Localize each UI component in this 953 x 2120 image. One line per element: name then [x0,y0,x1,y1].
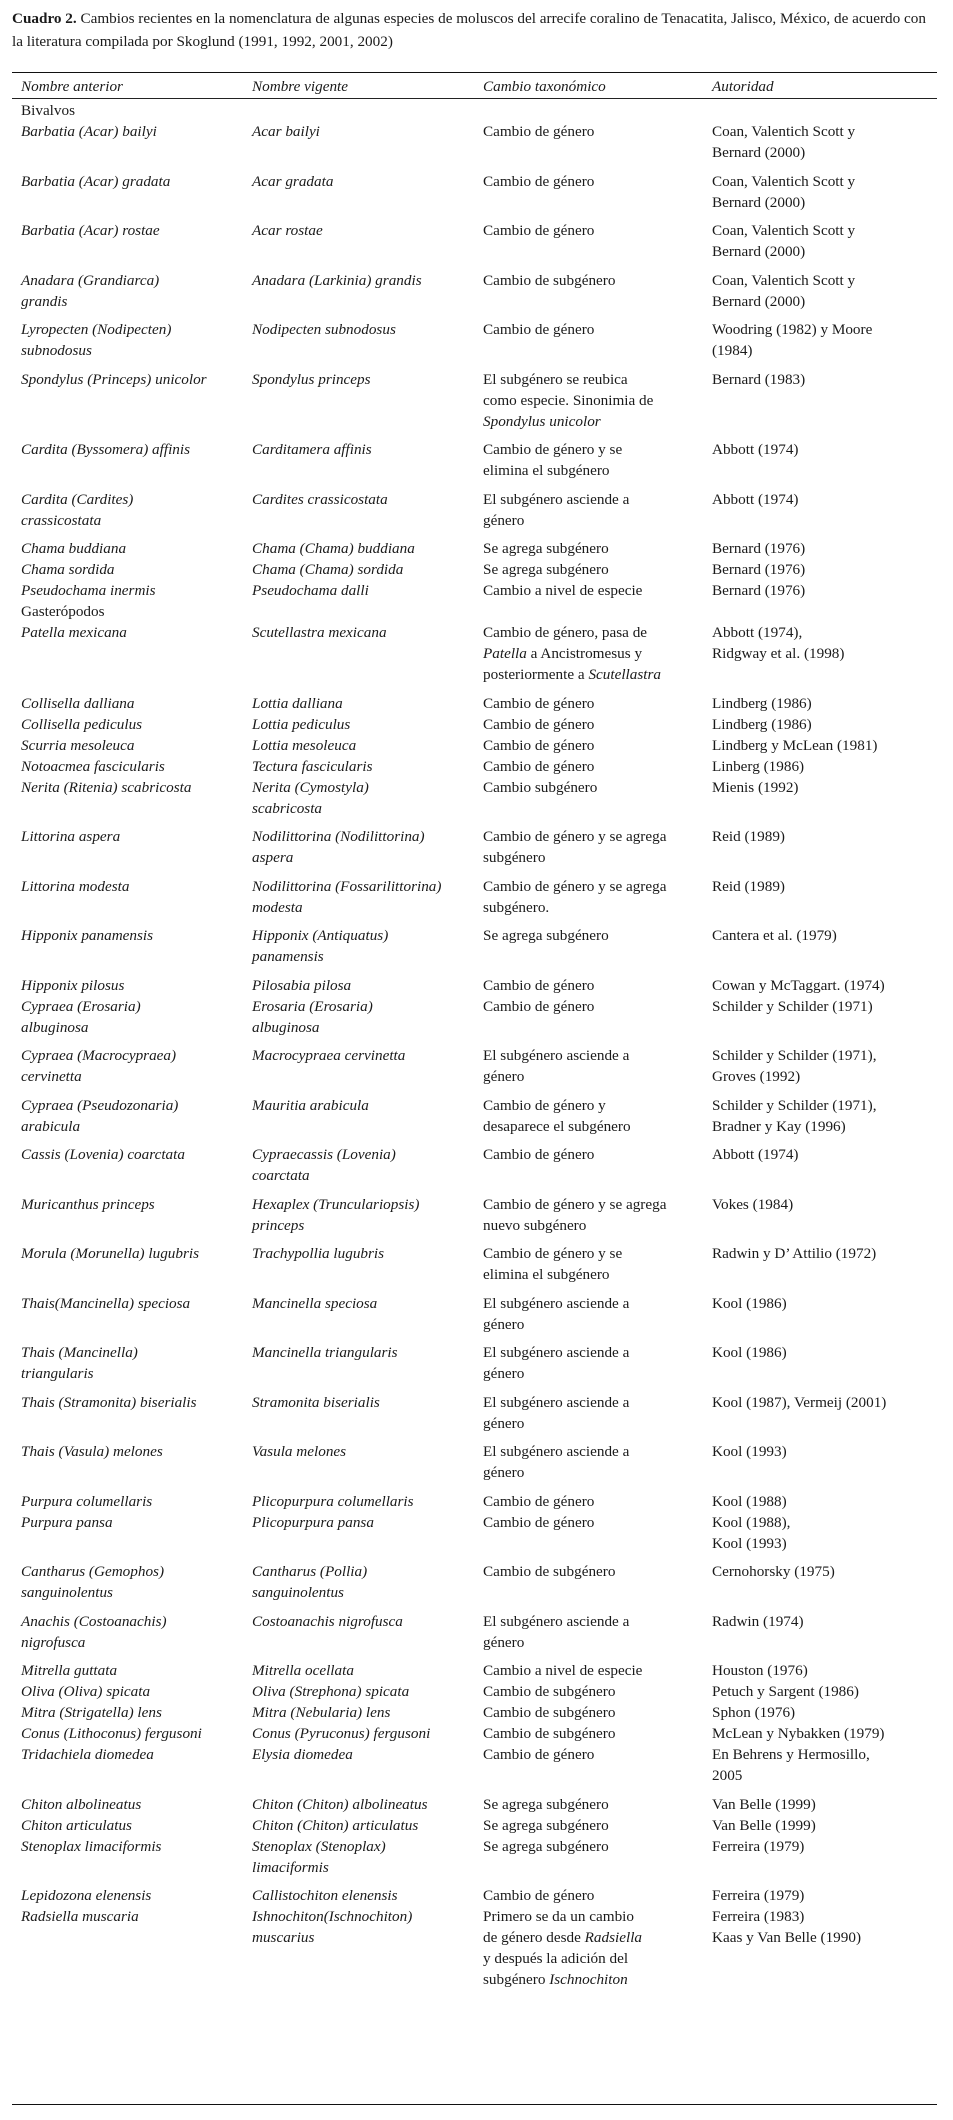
cell-autoridad: Cernohorsky (1975) [712,1563,835,1580]
cell-nombre-anterior: Notoacmea fascicularis [21,757,165,775]
cell-autoridad: Van Belle (1999) [712,1816,816,1834]
cell-cambio-taxonomico: Cambio de género [483,736,595,754]
cell-nombre-vigente: Lottia pediculus [252,715,351,733]
cell-autoridad: Woodring (1982) y Moore (1984) [712,321,873,359]
cell-cambio-taxonomico: Cambio de subgénero [483,271,616,289]
cell-nombre-vigente: Costoanachis nigrofusca [252,1612,403,1630]
cell-autoridad: Reid (1989) [712,828,785,845]
cell-nombre-vigente: Pilosabia pilosa [252,976,352,994]
cell-autoridad: Kool (1986) [712,1344,787,1361]
cell-nombre-anterior: Thais (Mancinella) triangularis [21,1344,138,1382]
cell-nombre-anterior: Conus (Lithoconus) fergusoni [21,1725,202,1742]
cell-autoridad: Kool (1986) [712,1294,787,1312]
cell-autoridad: Abbott (1974) [712,441,799,458]
cell-cambio-taxonomico: Cambio a nivel de especie [483,1662,643,1679]
cell-cambio-taxonomico: Cambio de género y desaparece el subgénero [483,1096,631,1135]
cell-autoridad: Bernard (1983) [712,370,806,388]
cell-nombre-anterior: Collisella dalliana [21,694,135,712]
cell-nombre-anterior: Thais (Stramonita) biserialis [21,1393,197,1411]
header-cambio-taxonomico: Cambio taxonómico [483,78,606,95]
cell-nombre-vigente: Spondylus princeps [252,370,371,388]
cell-nombre-vigente: Erosaria (Erosaria) albuginosa [252,997,373,1036]
cell-autoridad: Lindberg (1986) [712,694,812,712]
cell-autoridad: Bernard (1976) [712,561,806,578]
cell-nombre-anterior: Radsiella muscaria [21,1908,139,1925]
cell-nombre-vigente: Conus (Pyruconus) fergusoni [252,1725,431,1742]
table-caption [12,8,937,53]
cell-nombre-vigente: Acar bailyi [252,123,320,140]
cell-autoridad: Coan, Valentich Scott y Bernard (2000) [712,172,856,211]
cell-cambio-taxonomico: Cambio de género [483,1513,595,1531]
cell-autoridad: Bernard (1976) [712,582,806,599]
cell-cambio-taxonomico: Se agrega subgénero [483,1816,609,1834]
cell-cambio-taxonomico: Cambio de subgénero [483,1683,616,1700]
cell-nombre-vigente: Nodipecten subnodosus [252,321,396,338]
cell-cambio-taxonomico: Cambio de subgénero [483,1725,616,1742]
cell-nombre-anterior: Cassis (Lovenia) coarctata [21,1146,185,1163]
cell-autoridad: Cowan y McTaggart. (1974) [712,976,885,994]
cell-autoridad: Mienis (1992) [712,778,799,796]
cell-cambio-taxonomico: El subgénero asciende a género [483,1344,630,1382]
cell-cambio-taxonomico: Se agrega subgénero [483,1837,609,1855]
cell-nombre-vigente: Cypraecassis (Lovenia) coarctata [252,1146,396,1184]
cell-cambio-taxonomico: Cambio de género [483,172,595,190]
cell-cambio-taxonomico: Cambio de género [483,1492,595,1510]
cell-nombre-vigente: Mancinella triangularis [252,1344,398,1361]
cell-autoridad: Lindberg y McLean (1981) [712,736,878,754]
cell-nombre-anterior: Tridachiela diomedea [21,1746,154,1763]
cell-cambio-taxonomico: Cambio de género y se agrega nuevo subgénero [483,1195,667,1234]
cell-nombre-vigente: Tectura fascicularis [252,757,373,775]
cell-autoridad: Sphon (1976) [712,1704,796,1721]
cell-autoridad: Ferreira (1983) Kaas y Van Belle (1990) [712,1908,862,1946]
cell-cambio-taxonomico: Se agrega subgénero [483,540,609,557]
cell-nombre-anterior: Chiton articulatus [21,1816,132,1834]
cell-nombre-vigente: Chama (Chama) sordida [252,561,404,578]
cell-cambio-taxonomico: Cambio de género [483,976,595,994]
cell-nombre-vigente: Acar gradata [252,172,334,190]
cell-nombre-vigente: Mitrella ocellata [252,1662,354,1679]
cell-nombre-vigente: Trachypollia lugubris [252,1245,385,1262]
cell-nombre-vigente: Mitra (Nebularia) lens [252,1704,391,1721]
cell-autoridad: Kool (1993) [712,1443,787,1460]
cell-autoridad: Van Belle (1999) [712,1795,816,1813]
cell-autoridad: Radwin y D’ Attilio (1972) [712,1245,877,1262]
cell-cambio-taxonomico: Cambio de género y se elimina el subgénero [483,441,623,479]
cell-cambio-taxonomico: Cambio de género [483,222,595,239]
cell-nombre-vigente: Nodilittorina (Fossarilittorina) modesta [252,877,442,916]
cell-nombre-anterior: Scurria mesoleuca [21,736,135,754]
cell-nombre-anterior: Mitrella guttata [21,1662,118,1679]
cell-cambio-taxonomico: Cambio de género [483,694,595,712]
cell-autoridad: Ferreira (1979) [712,1837,805,1855]
cell-cambio-taxonomico: Cambio a nivel de especie [483,582,643,599]
cell-nombre-anterior: Purpura columellaris [21,1492,153,1510]
cell-nombre-vigente: Chiton (Chiton) articulatus [252,1816,419,1834]
cell-nombre-anterior: Anadara (Grandiarca) grandis [21,271,160,310]
cell-autoridad: Coan, Valentich Scott y Bernard (2000) [712,222,856,260]
caption-label: Cuadro 2. [12,10,77,27]
cell-nombre-vigente: Stramonita biserialis [252,1393,380,1411]
header-autoridad: Autoridad [712,78,774,95]
cell-cambio-taxonomico: Cambio de género [483,321,595,338]
cell-nombre-anterior: Cardita (Cardites) crassicostata [21,490,134,529]
cell-cambio-taxonomico: Cambio de género [483,757,595,775]
cell-autoridad: Reid (1989) [712,877,785,895]
cell-autoridad: Bernard (1976) [712,540,806,557]
bottom-rule [12,2104,937,2105]
cell-nombre-anterior: Lyropecten (Nodipecten) subnodosus [21,321,172,359]
cell-cambio-taxonomico: Cambio de subgénero [483,1563,616,1580]
cell-nombre-anterior: Cardita (Byssomera) affinis [21,441,191,458]
cell-autoridad: Schilder y Schilder (1971), Groves (1992) [712,1047,877,1085]
cell-nombre-vigente: Nodilittorina (Nodilittorina) aspera [252,828,425,866]
cell-autoridad: Abbott (1974) [712,490,799,508]
cell-cambio-taxonomico: Cambio de género [483,1746,595,1763]
cell-nombre-vigente: Pseudochama dalli [252,582,369,599]
cell-nombre-anterior: Collisella pediculus [21,715,143,733]
cell-nombre-anterior: Spondylus (Princeps) unicolor [21,370,207,388]
cell-nombre-anterior: Littorina modesta [21,877,130,895]
cell-autoridad: Kool (1988), Kool (1993) [712,1513,791,1552]
cell-nombre-anterior: Stenoplax limaciformis [21,1837,162,1855]
cell-cambio-taxonomico: El subgénero asciende a género [483,1047,630,1085]
cell-nombre-vigente: Ishnochiton(Ischnochiton) muscarius [252,1908,413,1946]
cell-cambio-taxonomico: Cambio de subgénero [483,1704,616,1721]
cell-nombre-anterior: Anachis (Costoanachis) nigrofusca [21,1612,167,1651]
cell-autoridad: Schilder y Schilder (1971) [712,997,873,1015]
cell-nombre-vigente: Nerita (Cymostyla) scabricosta [252,778,369,817]
top-rule [12,72,937,73]
cell-nombre-anterior: Hipponix pilosus [21,976,125,994]
cell-nombre-vigente: Mauritia arabicula [252,1096,369,1114]
cell-cambio-taxonomico: Cambio de género, pasa de Patella a Ancistromesus y posteriormente a Scutellastra [483,624,661,683]
cell-cambio-taxonomico: Cambio de género [483,997,595,1015]
cell-autoridad: Coan, Valentich Scott y Bernard (2000) [712,271,856,310]
cell-nombre-vigente: Callistochiton elenensis [252,1887,398,1904]
cell-nombre-vigente: Macrocypraea cervinetta [252,1047,406,1064]
cell-cambio-taxonomico: Cambio de género [483,1146,595,1163]
cell-nombre-vigente: Lottia mesoleuca [252,736,357,754]
cell-autoridad: En Behrens y Hermosillo, 2005 [712,1746,870,1784]
header-nombre-anterior: Nombre anterior [21,78,123,95]
cell-nombre-anterior: Cypraea (Pseudozonaria) arabicula [21,1096,179,1135]
cell-autoridad: Coan, Valentich Scott y Bernard (2000) [712,123,856,161]
caption-text: Cambios recientes en la nomenclatura de algunas especies de moluscos del arrecife coralino de Tenacatita, Jalisco, México, de acuerdo con la literatura compilada por Skoglund (1991, 1992, 2001, 2002) [12,10,926,50]
cell-nombre-anterior: Chiton albolineatus [21,1795,142,1813]
cell-nombre-anterior: Pseudochama inermis [21,582,156,599]
cell-cambio-taxonomico: Se agrega subgénero [483,927,609,944]
cell-cambio-taxonomico: Cambio de género y se elimina el subgénero [483,1245,623,1283]
cell-autoridad: Houston (1976) [712,1662,808,1679]
cell-nombre-vigente: Lottia dalliana [252,694,343,712]
cell-autoridad: Kool (1988) [712,1492,787,1510]
cell-nombre-vigente: Hipponix (Antiquatus) panamensis [252,927,389,965]
cell-autoridad: Abbott (1974), Ridgway et al. (1998) [712,624,845,662]
cell-nombre-anterior: Barbatia (Acar) bailyi [21,123,157,140]
cell-nombre-anterior: Cypraea (Macrocypraea) cervinetta [21,1047,177,1085]
cell-cambio-taxonomico: El subgénero asciende a género [483,1612,630,1651]
cell-nombre-anterior: Nerita (Ritenia) scabricosta [21,778,192,796]
cell-nombre-anterior: Morula (Morunella) lugubris [21,1245,200,1262]
cell-nombre-vigente: Cantharus (Pollia) sanguinolentus [252,1563,368,1601]
cell-cambio-taxonomico: Cambio de género [483,123,595,140]
cell-cambio-taxonomico: El subgénero asciende a género [483,490,630,529]
cell-nombre-vigente: Anadara (Larkinia) grandis [252,271,422,289]
cell-cambio-taxonomico: Cambio de género y se agrega subgénero. [483,877,667,916]
cell-cambio-taxonomico: El subgénero asciende a género [483,1294,630,1333]
cell-cambio-taxonomico: Cambio de género y se agrega subgénero [483,828,667,866]
cell-autoridad: Radwin (1974) [712,1612,804,1630]
cell-nombre-vigente: Carditamera affinis [252,441,372,458]
cell-nombre-vigente: Vasula melones [252,1443,347,1460]
cell-cambio-taxonomico: El subgénero asciende a género [483,1393,630,1432]
cell-autoridad: Ferreira (1979) [712,1887,805,1904]
cell-nombre-anterior: Thais(Mancinella) speciosa [21,1294,191,1312]
cell-cambio-taxonomico: El subgénero asciende a género [483,1443,630,1481]
cell-autoridad: Abbott (1974) [712,1146,799,1163]
cell-autoridad: Schilder y Schilder (1971), Bradner y Kay (1996) [712,1096,877,1135]
section-heading: Bivalvos [21,102,76,119]
cell-nombre-anterior: Chama buddiana [21,540,127,557]
cell-nombre-anterior: Hipponix panamensis [21,927,154,944]
cell-nombre-anterior: Muricanthus princeps [21,1195,155,1213]
section-heading: Gasterópodos [21,603,105,620]
cell-nombre-vigente: Chama (Chama) buddiana [252,540,415,557]
cell-nombre-vigente: Plicopurpura columellaris [252,1492,414,1510]
header-rule [12,98,937,99]
cell-nombre-anterior: Barbatia (Acar) gradata [21,172,171,190]
cell-cambio-taxonomico: Cambio de género [483,1887,595,1904]
cell-cambio-taxonomico: Se agrega subgénero [483,1795,609,1813]
cell-nombre-vigente: Plicopurpura pansa [252,1513,374,1531]
cell-nombre-anterior: Purpura pansa [21,1513,113,1531]
cell-nombre-vigente: Acar rostae [252,222,323,239]
cell-nombre-anterior: Cypraea (Erosaria) albuginosa [21,997,141,1036]
cell-nombre-vigente: Cardites crassicostata [252,490,388,508]
cell-nombre-vigente: Chiton (Chiton) albolineatus [252,1795,428,1813]
cell-cambio-taxonomico: Primero se da un cambio de género desde Radsiella y después la adición del subgénero Ischnochiton [483,1908,643,1988]
cell-nombre-anterior: Patella mexicana [21,624,127,641]
cell-nombre-anterior: Lepidozona elenensis [21,1887,152,1904]
cell-autoridad: Kool (1987), Vermeij (2001) [712,1393,887,1411]
cell-cambio-taxonomico: Cambio de género [483,715,595,733]
cell-nombre-anterior: Chama sordida [21,561,115,578]
cell-nombre-anterior: Cantharus (Gemophos) sanguinolentus [21,1563,165,1601]
cell-nombre-anterior: Littorina aspera [21,828,121,845]
cell-autoridad: McLean y Nybakken (1979) [712,1725,885,1742]
cell-autoridad: Vokes (1984) [712,1195,794,1213]
cell-nombre-anterior: Mitra (Strigatella) lens [21,1704,162,1721]
cell-nombre-vigente: Hexaplex (Trunculariopsis) princeps [252,1195,420,1234]
cell-autoridad: Cantera et al. (1979) [712,927,837,944]
cell-nombre-vigente: Elysia diomedea [252,1746,353,1763]
cell-nombre-vigente: Mancinella speciosa [252,1294,378,1312]
cell-nombre-anterior: Oliva (Oliva) spicata [21,1683,151,1700]
cell-autoridad: Petuch y Sargent (1986) [712,1683,859,1700]
cell-autoridad: Lindberg (1986) [712,715,812,733]
cell-nombre-vigente: Oliva (Strephona) spicata [252,1683,410,1700]
cell-autoridad: Linberg (1986) [712,757,805,775]
cell-nombre-vigente: Scutellastra mexicana [252,624,387,641]
header-nombre-vigente: Nombre vigente [252,78,349,95]
cell-cambio-taxonomico: El subgénero se reubica como especie. Sinonimia de Spondylus unicolor [483,370,654,430]
cell-cambio-taxonomico: Cambio subgénero [483,778,598,796]
cell-cambio-taxonomico: Se agrega subgénero [483,561,609,578]
cell-nombre-anterior: Thais (Vasula) melones [21,1443,163,1460]
cell-nombre-anterior: Barbatia (Acar) rostae [21,222,160,239]
cell-nombre-vigente: Stenoplax (Stenoplax) limaciformis [252,1837,386,1876]
